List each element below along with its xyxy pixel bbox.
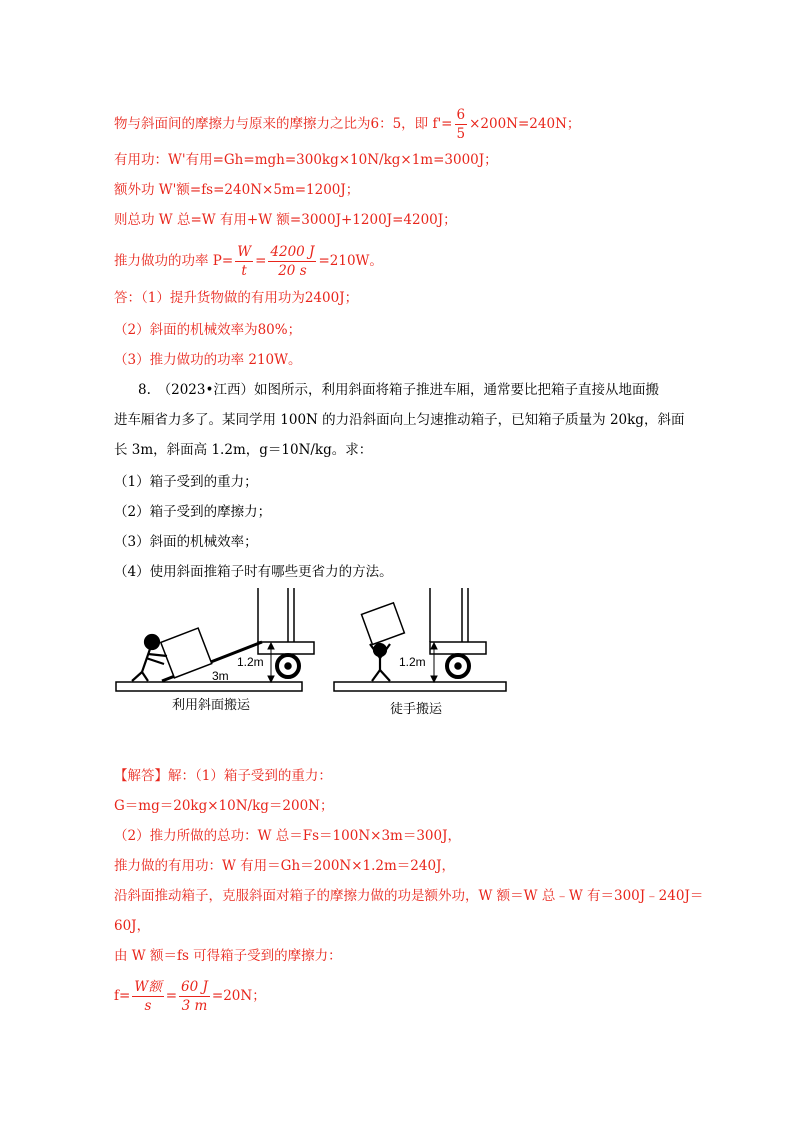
solution-line-2: G＝mg＝20kg×10N/kg＝200N； xyxy=(114,798,334,814)
solution-line-3: （2）推力所做的总功：W 总＝Fs＝100N×3m＝300J， xyxy=(114,828,462,844)
height-arrow-right xyxy=(431,643,437,682)
box-on-ramp xyxy=(161,628,212,678)
fraction-w-s: $\frac{\text{W额}}{s}$ xyxy=(134,979,162,1014)
truck-left xyxy=(258,588,314,677)
answer-line-1 xyxy=(114,106,580,143)
question-item-4: （4）使用斜面推箱子时有哪些更省力的方法。 xyxy=(114,564,393,580)
left-caption: 利用斜面搬运 xyxy=(172,698,251,713)
left-ground xyxy=(116,682,302,691)
question-line-3: 长 3m，斜面高 1.2m，g＝10N/kg。求： xyxy=(114,442,373,458)
solution-line-7: 由 W 额＝fs 可得箱子受到的摩擦力： xyxy=(114,948,342,964)
figure xyxy=(112,584,512,728)
question-item-1: （1）箱子受到的重力； xyxy=(114,474,258,490)
solution-line-4: 推力做的有用功：W 有用＝Gh＝200N×1.2m＝240J， xyxy=(114,858,455,874)
right-ground xyxy=(334,682,506,691)
answer-line-5: 推力做功的功率 P= $\frac{W}{t}$ = $\frac{4200 J}{20 s}$ =210W。 xyxy=(114,244,383,279)
fraction-60-3: $\frac{60 J}{3 m}$ xyxy=(181,979,208,1014)
answer-line-8: （3）推力做功的功率 210W。 xyxy=(114,352,302,368)
solution-line-1: 【解答】解：（1）箱子受到的重力： xyxy=(114,768,332,784)
answer-text: ×200N=240N； xyxy=(469,116,581,132)
question-line-2: 进车厢省力多了。某同学用 100N 的力沿斜面向上匀速推动箱子，已知箱子质量为 20kg，斜面 xyxy=(114,412,685,428)
solution-line-5: 沿斜面推动箱子，克服斜面对箱子的摩擦力做的功是额外功，W 额＝W 总﹣W 有＝300J﹣240J＝ xyxy=(114,888,704,904)
fraction-6-5: $\frac{6}{5}$ xyxy=(456,107,466,142)
box-lifted xyxy=(361,603,404,645)
left-length-label: 3m xyxy=(212,669,229,683)
fraction-4200-20: $\frac{4200 J}{20 s}$ xyxy=(270,244,315,279)
answer-line-2: 有用功：W'有用=Gh=mgh=300kg×10N/kg×1m=3000J； xyxy=(114,152,498,168)
right-caption: 徒手搬运 xyxy=(390,702,443,717)
question-line-1: 8. （2023•江西）如图所示，利用斜面将箱子推进车厢，通常要比把箱子直接从地面搬 xyxy=(138,382,659,398)
answer-line-6: 答：（1）提升货物做的有用功为2400J； xyxy=(114,290,359,306)
answer-text: 物与斜面间的摩擦力与原来的摩擦力之比为6：5，即 f'= xyxy=(114,116,453,132)
answer-line-3: 额外功 W'额=fs=240N×5m=1200J； xyxy=(114,182,360,198)
solution-line-8: f= $\frac{\text{W额}}{s}$ = $\frac{60 J}{3 m}$ =20N； xyxy=(114,979,266,1014)
solution-line-6: 60J， xyxy=(114,918,151,934)
fraction-w-t: $\frac{W}{t}$ xyxy=(237,244,252,279)
answer-line-7: （2）斜面的机械效率为80%； xyxy=(114,322,302,338)
question-item-3: （3）斜面的机械效率； xyxy=(114,534,258,550)
question-item-2: （2）箱子受到的摩擦力； xyxy=(114,504,272,520)
answer-line-4: 则总功 W 总=W 有用+W 额=3000J+1200J=4200J； xyxy=(114,212,457,228)
right-height-label: 1.2m xyxy=(399,655,426,669)
truck-right xyxy=(430,588,486,677)
left-height-label: 1.2m xyxy=(237,655,264,669)
person-lifting xyxy=(370,644,390,681)
height-arrow-left xyxy=(268,643,274,682)
